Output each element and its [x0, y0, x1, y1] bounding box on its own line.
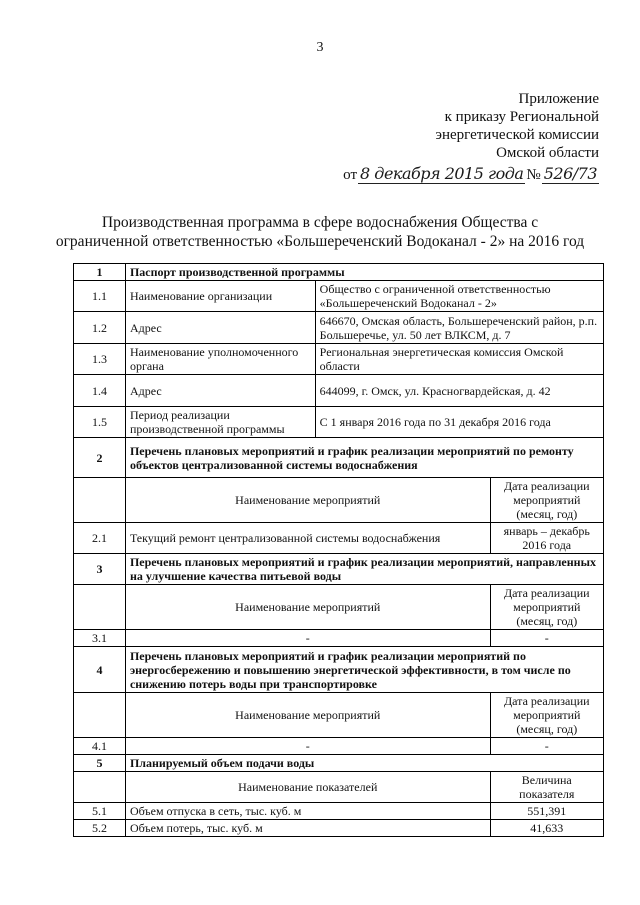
title-line-1: Производственная программа в сфере водоснабжения Общества с [101, 214, 539, 231]
page-number: 3 [316, 40, 324, 55]
row-value: Общество с ограниченной ответственностью «Большереченский Водоканал - 2» [315, 281, 603, 312]
section-header-row [74, 554, 604, 585]
table-row [74, 630, 604, 647]
column-header-name: Наименование мероприятий [125, 693, 490, 738]
section-header-row [74, 755, 604, 772]
row-date: - [490, 630, 603, 647]
section-header-row [74, 647, 604, 693]
row-number: 4.1 [74, 738, 126, 755]
title-line-2: ограниченной ответственностью «Большереченский Водоканал - 2» на 2016 год [55, 233, 585, 250]
row-label: Адрес [125, 375, 315, 407]
row-label: Период реализации производственной программы [125, 407, 315, 438]
handwritten-order-number: 526/73 [543, 164, 597, 183]
column-header-name: Наименование мероприятий [125, 478, 490, 523]
row-name: - [125, 738, 490, 755]
row-number: 1.3 [74, 344, 126, 375]
appendix-block [436, 90, 599, 162]
table-row [74, 407, 604, 438]
column-header-date: Дата реализации мероприятий (месяц, год) [490, 693, 603, 738]
column-header-row [74, 585, 604, 630]
row-name: Объем отпуска в сеть, тыс. куб. м [125, 803, 490, 820]
row-label: Адрес [125, 312, 315, 344]
number-prefix: № [526, 167, 541, 183]
row-date: - [490, 738, 603, 755]
row-value: Региональная энергетическая комиссия Омской области [315, 344, 603, 375]
row-value: С 1 января 2016 года по 31 декабря 2016 года [315, 407, 603, 438]
table-row [74, 312, 604, 344]
section-header-row [74, 264, 604, 281]
section-title: Перечень плановых мероприятий и график реализации мероприятий по ремонту объектов централизованной системы водоснабжения [125, 438, 603, 478]
appendix-line-1: Приложение [518, 91, 599, 107]
table-row [74, 523, 604, 554]
handwritten-date: 8 декабря 2015 года [360, 164, 524, 183]
document-title [40, 213, 600, 251]
section-title: Перечень плановых мероприятий и график реализации мероприятий по энергосбережению и повышению энергетической эффективности, в том числе по снижению потерь воды при транспортировке [125, 647, 603, 693]
row-name: Объем потерь, тыс. куб. м [125, 820, 490, 837]
column-header-date: Дата реализации мероприятий (месяц, год) [490, 478, 603, 523]
row-value: 41,633 [490, 820, 603, 837]
date-prefix: от [343, 167, 358, 183]
production-program-table [73, 263, 604, 837]
table-row [74, 344, 604, 375]
row-date: январь – декабрь 2016 года [490, 523, 603, 554]
column-header-name: Наименование мероприятий [125, 585, 490, 630]
table-row [74, 738, 604, 755]
row-number: 5.2 [74, 820, 126, 837]
appendix-line-3: энергетической комиссии [435, 127, 599, 143]
row-number: 5.1 [74, 803, 126, 820]
row-label: Наименование организации [125, 281, 315, 312]
section-number: 3 [74, 554, 126, 585]
row-number: 2.1 [74, 523, 126, 554]
section-title: Планируемый объем подачи воды [125, 755, 603, 772]
row-value: 644099, г. Омск, ул. Красногвардейская, д. 42 [315, 375, 603, 407]
table-row [74, 820, 604, 837]
section-title: Паспорт производственной программы [125, 264, 603, 281]
column-header-name: Наименование показателей [125, 772, 490, 803]
row-number: 1.4 [74, 375, 126, 407]
row-number: 3.1 [74, 630, 126, 647]
column-header-value: Величина показателя [490, 772, 603, 803]
section-title: Перечень плановых мероприятий и график реализации мероприятий, направленных на улучшение качества питьевой воды [125, 554, 603, 585]
row-number: 1.5 [74, 407, 126, 438]
row-value: 551,391 [490, 803, 603, 820]
section-number: 2 [74, 438, 126, 478]
appendix-line-2: к приказу Региональной [444, 109, 599, 125]
table-row [74, 803, 604, 820]
row-name: Текущий ремонт централизованной системы водоснабжения [125, 523, 490, 554]
row-name: - [125, 630, 490, 647]
row-number: 1.1 [74, 281, 126, 312]
table-row [74, 281, 604, 312]
row-number: 1.2 [74, 312, 126, 344]
row-label: Наименование уполномоченного органа [125, 344, 315, 375]
column-header-row [74, 772, 604, 803]
table-row [74, 375, 604, 407]
section-number: 4 [74, 647, 126, 693]
order-date-line [343, 165, 600, 184]
column-header-row [74, 693, 604, 738]
section-number: 1 [74, 264, 126, 281]
column-header-row [74, 478, 604, 523]
row-value: 646670, Омская область, Большереченский район, р.п. Большеречье, ул. 50 лет ВЛКСМ, д. 7 [315, 312, 603, 344]
appendix-line-4: Омской области [496, 145, 599, 161]
section-number: 5 [74, 755, 126, 772]
column-header-date: Дата реализации мероприятий (месяц, год) [490, 585, 603, 630]
section-header-row [74, 438, 604, 478]
